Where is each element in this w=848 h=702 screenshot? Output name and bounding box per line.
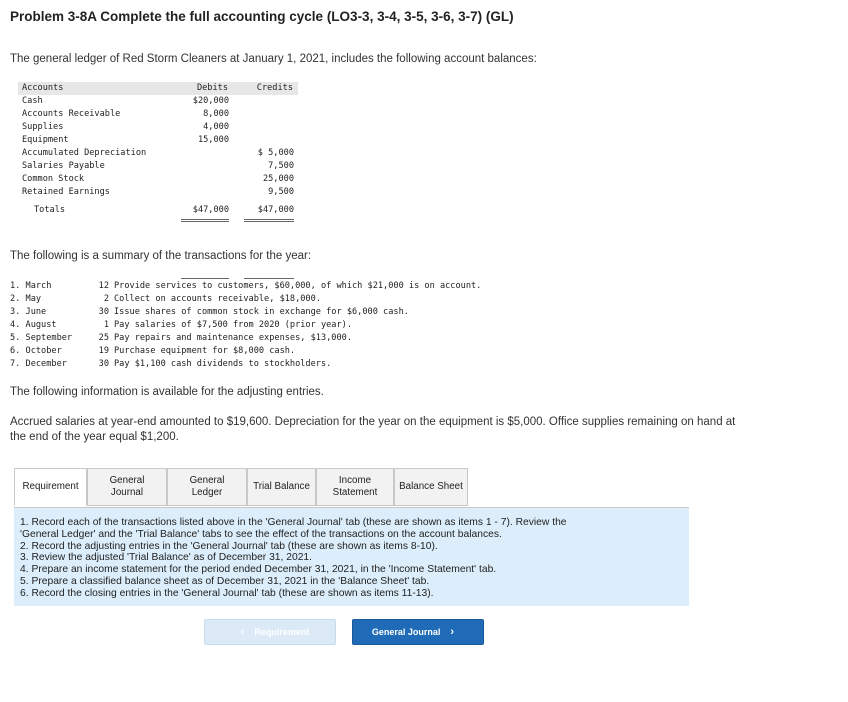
header-debits: Debits xyxy=(196,83,228,93)
header-accounts: Accounts xyxy=(22,83,64,93)
requirements-panel xyxy=(14,507,689,606)
transaction-month: 6. October xyxy=(10,346,62,356)
account-name: Salaries Payable xyxy=(22,161,105,171)
tab-general-ledger[interactable] xyxy=(167,468,247,506)
prev-button-label: Requirement xyxy=(254,627,310,637)
tab-income-statement-label: Income Statement xyxy=(332,475,378,498)
transaction-month: 2. May xyxy=(10,294,42,304)
account-name: Supplies xyxy=(22,122,64,132)
requirement-line: 4. Prepare an income statement for the period ended December 31, 2021, in the 'Income Statement' tab. xyxy=(20,564,497,576)
account-credit: $ 5,000 xyxy=(257,148,294,158)
debit-double-underline-1 xyxy=(181,219,229,220)
transaction-month: 4. August xyxy=(10,320,57,330)
chevron-left-icon: ‹ xyxy=(240,626,245,638)
transaction-day: 2 xyxy=(103,294,109,304)
account-credit: 9,500 xyxy=(268,187,294,197)
adjusting-intro: The following information is available for the adjusting entries. xyxy=(10,386,324,398)
transaction-day: 30 xyxy=(98,359,109,369)
transaction-day: 1 xyxy=(103,320,109,330)
summary-intro: The following is a summary of the transactions for the year: xyxy=(10,250,312,262)
account-debit: $20,000 xyxy=(192,96,229,106)
account-debit: 8,000 xyxy=(203,109,229,119)
transaction-day: 25 xyxy=(98,333,109,343)
transaction-month: 5. September xyxy=(10,333,73,343)
intro-text: The general ledger of Red Storm Cleaners at January 1, 2021, includes the following account balances: xyxy=(10,53,537,65)
transaction-day: 19 xyxy=(98,346,109,356)
requirement-line: 2. Record the adjusting entries in the 'General Journal' tab (these are shown as items 8-10). xyxy=(20,540,438,552)
tab-trial-balance[interactable]: Trial Balance xyxy=(247,468,316,506)
transaction-description: Purchase equipment for $8,000 cash. xyxy=(114,346,296,356)
prev-requirement-button[interactable] xyxy=(204,619,336,645)
transaction-description: Pay $1,100 cash dividends to stockholders. xyxy=(114,359,332,369)
requirement-line: 6. Record the closing entries in the 'General Journal' tab (these are shown as items 11-13). xyxy=(20,587,434,599)
tab-requirement[interactable]: Requirement xyxy=(14,468,87,506)
account-debit: 15,000 xyxy=(197,135,229,145)
tab-general-ledger-label: General Ledger xyxy=(189,475,225,498)
totals-credit: $47,000 xyxy=(257,205,294,215)
transaction-description: Issue shares of common stock in exchange for $6,000 cash. xyxy=(114,307,409,317)
debit-double-underline-2 xyxy=(181,221,229,222)
debit-underline xyxy=(181,278,229,279)
account-name: Retained Earnings xyxy=(22,187,110,197)
next-general-journal-button[interactable] xyxy=(352,619,484,645)
next-button-label: General Journal xyxy=(371,627,441,637)
totals-label: Totals xyxy=(34,205,66,215)
account-name: Accumulated Depreciation xyxy=(22,148,147,158)
transaction-description: Pay repairs and maintenance expenses, $13,000. xyxy=(114,333,352,343)
account-name: Equipment xyxy=(22,135,69,145)
account-name: Cash xyxy=(22,96,43,106)
tab-balance-sheet[interactable]: Balance Sheet xyxy=(394,468,468,506)
totals-debit: $47,000 xyxy=(192,205,229,215)
account-debit: 4,000 xyxy=(203,122,229,132)
account-credit: 7,500 xyxy=(268,161,294,171)
tab-general-journal[interactable] xyxy=(87,468,167,506)
transaction-month: 1. March xyxy=(10,281,52,291)
credit-double-underline-1 xyxy=(244,219,294,220)
transaction-description: Pay salaries of $7,500 from 2020 (prior year). xyxy=(114,320,352,330)
transaction-day: 12 xyxy=(98,281,109,291)
requirement-line: 1. Record each of the transactions listed above in the 'General Journal' tab (these are shown as items 1 - 7). Review the xyxy=(20,517,567,528)
requirement-line: 3. Review the adjusted 'Trial Balance' as of December 31, 2021. xyxy=(20,552,313,564)
header-credits: Credits xyxy=(256,83,293,93)
chevron-right-icon: › xyxy=(450,626,455,638)
account-name: Common Stock xyxy=(22,174,85,184)
account-name: Accounts Receivable xyxy=(22,109,121,119)
requirement-line: 'General Ledger' and the 'Trial Balance' tabs to see the effect of the transactions on the account balances. xyxy=(20,528,502,540)
transaction-month: 7. December xyxy=(10,359,67,369)
page-title: Problem 3-8A Complete the full accounting cycle (LO3-3, 3-4, 3-5, 3-6, 3-7) (GL) xyxy=(10,9,514,24)
transaction-month: 3. June xyxy=(10,307,47,317)
accrued-text: Accrued salaries at year-end amounted to $19,600. Depreciation for the year on the equipment is $5,000. Office supplies remaining on hand at the end of the year equal $1,200. xyxy=(10,416,736,443)
tab-general-journal-label: General Journal xyxy=(109,475,145,498)
requirement-line: 5. Prepare a classified balance sheet as of December 31, 2021 in the 'Balance Sheet' tab. xyxy=(20,576,430,587)
transaction-day: 30 xyxy=(98,307,109,317)
transaction-description: Provide services to customers, $60,000, of which $21,000 is on account. xyxy=(114,281,482,291)
account-credit: 25,000 xyxy=(262,174,294,184)
tab-income-statement[interactable] xyxy=(316,468,394,506)
credit-underline xyxy=(244,278,294,279)
transaction-description: Collect on accounts receivable, $18,000. xyxy=(114,294,321,304)
credit-double-underline-2 xyxy=(244,221,294,222)
